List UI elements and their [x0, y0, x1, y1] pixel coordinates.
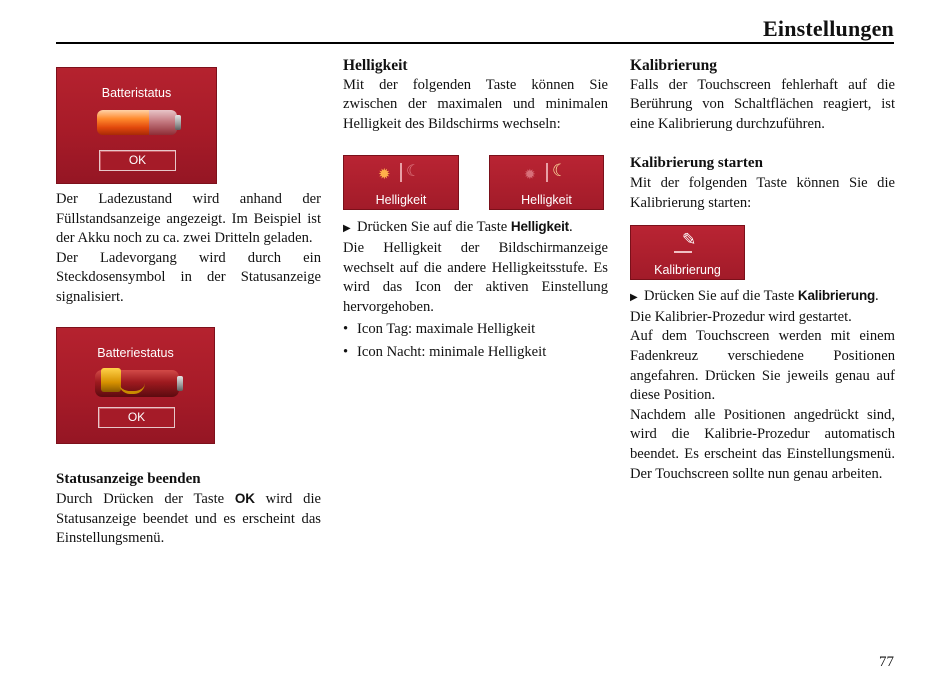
text-part: Durch Drücken der Taste [56, 491, 235, 508]
page-title: Einstellungen [763, 16, 894, 41]
calibration-intro: Falls der Touchscreen fehlerhaft auf die Berührung von Schaltflächen reagiert, ist eine Kalibrierung durchzuführen. [630, 76, 895, 132]
ok-button[interactable]: OK [98, 407, 175, 428]
brightness-bullets [343, 320, 608, 362]
list-item: • Icon Tag: maximale Helligkeit [343, 320, 608, 340]
text-part: . [568, 219, 573, 236]
status-end-text [56, 489, 321, 549]
brightness-heading: Helligkeit [343, 57, 408, 74]
text-part: Drücken Sie auf die Taste [357, 219, 511, 236]
column-battery [56, 56, 321, 549]
moon-icon: ☾ [552, 161, 568, 181]
divider-icon [400, 163, 402, 182]
calibration-key-label: Kalibrierung [797, 288, 876, 304]
screen-title: Batteriestatus [97, 345, 174, 360]
brightness-description: Die Helligkeit der Bildschirmanzeige wechselt auf die andere Helligkeitsstufe. Es wird das Icon der aktiven Einstellung hervorgehoben. [343, 239, 608, 315]
brightness-day-button[interactable] [343, 155, 459, 210]
brightness-intro: Mit der folgenden Taste können Sie zwischen der maximalen und minimalen Helligkeit des Bildschirms wechseln: [343, 76, 608, 132]
calibration-button[interactable] [630, 225, 745, 280]
text-part: Drücken Sie auf die Taste [644, 288, 798, 305]
button-label: Helligkeit [375, 193, 427, 208]
button-label: Helligkeit [521, 193, 572, 208]
screen-title: Batteristatus [101, 86, 172, 100]
charging-text: Der Ladevorgang wird durch ein Steckdosensymbol in der Statusanzeige signalisiert. [56, 249, 321, 305]
calibration-start-heading: Kalibrierung starten [630, 155, 763, 172]
calibration-start-intro: Mit der folgenden Taste können Sie die Kalibrierung starten: [630, 174, 895, 211]
list-item: • Icon Nacht: minimale Helligkeit [343, 343, 608, 363]
text-part: wird die Statusanzeige beendet und es erscheint das Einstellungsmenü. [56, 491, 321, 547]
charge-level-text: Der Ladezustand wird anhand der Füllstandsanzeige angezeigt. Im Beispiel ist der Akku noch zu ca. zwei Dritteln geladen. [56, 191, 321, 247]
arrow-right-icon: ▶ [630, 292, 638, 304]
status-end-heading: Statusanzeige beenden [56, 470, 201, 487]
brightness-night-button[interactable] [489, 155, 604, 210]
pen-icon: ✎ [682, 230, 697, 250]
button-label: Kalibrierung [654, 263, 721, 278]
header-rule [56, 42, 894, 44]
sun-icon: ✹ [524, 166, 536, 183]
brightness-step [343, 217, 608, 239]
battery-status-screen [56, 67, 217, 184]
calibration-started-text: Die Kalibrier-Prozedur wird gestartet. [630, 308, 852, 325]
battery-charging-screen [56, 327, 215, 444]
page-number: 77 [879, 654, 894, 670]
divider-icon [546, 163, 548, 182]
brightness-buttons [343, 155, 608, 211]
sun-icon: ✹ [378, 166, 391, 184]
calibration-step [630, 286, 895, 308]
column-calibration [630, 56, 895, 484]
calibration-positions-text: Auf dem Touchscreen werden mit einem Fadenkreuz verschiedene Positionen angefahren. Drücken Sie jeweils genau auf diese Position. [630, 328, 895, 404]
column-brightness [343, 56, 608, 363]
text-part: . [875, 288, 879, 305]
brightness-key-label: Helligkeit [510, 219, 569, 235]
crosshair-icon [674, 251, 692, 253]
calibration-heading: Kalibrierung [630, 57, 717, 74]
ok-key-label: OK [234, 491, 255, 507]
arrow-right-icon: ▶ [343, 223, 351, 235]
moon-icon: ☾ [406, 163, 421, 181]
calibration-finished-text: Nachdem alle Positionen angedrückt sind, wird die Kalibrie-Prozedur automatisch beendet. Es erscheint das Einstellungsmenü. Der Touchscreen sollte nun genau arbeiten. [630, 406, 895, 482]
ok-button[interactable]: OK [99, 150, 176, 171]
bullet-text: Icon Tag: maximale Helligkeit [357, 321, 536, 338]
bullet-text: Icon Nacht: minimale Helligkeit [357, 343, 547, 360]
